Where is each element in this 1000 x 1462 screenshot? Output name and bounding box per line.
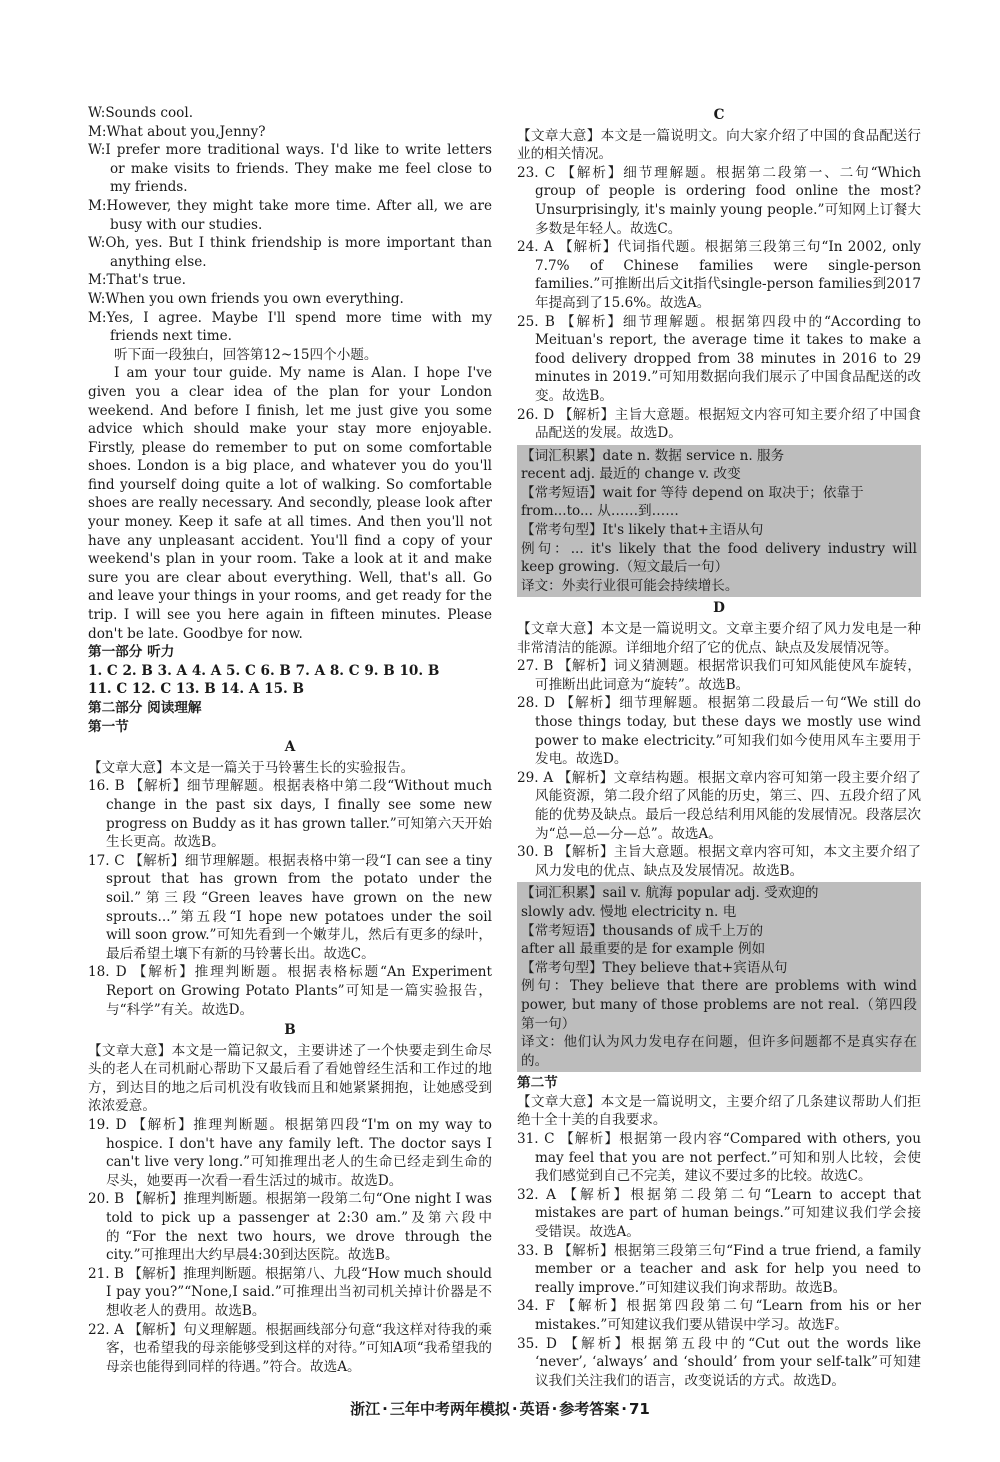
answer-item: 21. B 【解析】推理判断题。根据第八、九段“How much should I pay you?”“None,I said.”可推理出当初司机关掉计价器是不想收老人的费用。故选B。 xyxy=(88,1265,492,1319)
box-line: 【常考句型】They believe that+宾语从句 xyxy=(521,959,788,976)
answer-item: 33. B 【解析】根据第三段第三句“Find a true friend, a family member or a teacher and ask for help you need to really improve.”可知建议我们询求帮助。故选B。 xyxy=(517,1242,921,1296)
box-line: recent adj. 最近的 change v. 改变 xyxy=(521,466,741,483)
section2-title: 第二节 xyxy=(517,1075,558,1092)
part2-title: 第二部分 阅读理解 xyxy=(88,700,202,716)
section2-summary: 【文章大意】本文是一篇说明文，主要介绍了几条建议帮助人们拒绝十全十美的自我要求。 xyxy=(517,1093,921,1129)
answer-item: 23. C 【解析】细节理解题。根据第二段第一、二句“Which group of people is ordering food online the most? Unsurprisingly, it's mainly young people.”可知网上订餐大多数是年轻人。故选C。 xyxy=(517,164,921,237)
answer-item: 29. A 【解析】文章结构题。根据文章内容可知第一段主要介绍了风能资源，第二段介绍了风能的历史，第三、四、五段介绍了风能的优势及缺点。最后一段总结利用风能的发展情况。段落层次为“总—总—分—总”。故选A。 xyxy=(517,769,921,842)
answer-item: 17. C 【解析】细节理解题。根据表格中第一段“I can see a tiny sprout that has grown from the potato under the soil.”第三段“Green leaves have grown on the new sprouts...”第五段“I hope new potatoes under the soil will soon grow.”可知先看到一个嫩芽儿，然后有更多的绿叶，最后希望土壤下有新的马铃薯长出。故选C。 xyxy=(88,852,492,962)
dialogue-line: W:I prefer more traditional ways. I'd like to write letters or make visits to friends. They make me feel close to my friends. xyxy=(88,142,492,196)
page-number: 71 xyxy=(629,1400,650,1418)
vocabulary-box-c xyxy=(517,445,921,598)
right-column xyxy=(517,104,921,1390)
box-line: 译文：外卖行业很可能会持续增长。 xyxy=(521,577,739,594)
passage-c-label: C xyxy=(713,107,725,123)
answer-item: 32. A 【解析】根据第二段第二句“Learn to accept that mistakes are part of human beings.”可知建议我们学会接受错误。故选A。 xyxy=(517,1186,921,1241)
answer-item: 34. F 【解析】根据第四段第二句“Learn from his or her mistakes.”可知建议我们要从错误中学习。故选F。 xyxy=(517,1298,921,1333)
answer-item: 26. D 【解析】主旨大意题。根据短文内容可知主要介绍了中国食品配送的发展。故选D。 xyxy=(517,406,921,442)
dialogue-line: M:What about you,Jenny? xyxy=(88,123,266,140)
listening-answers-row2: 11. C 12. C 13. B 14. A 15. B xyxy=(88,681,305,698)
answer-item: 16. B 【解析】细节理解题。根据表格中第二段“Without much change in the past six days, I finally see some new progress on Buddy as it has grown taller.”可知第六天开始生长更高。故选B。 xyxy=(88,778,492,851)
left-column xyxy=(88,104,492,1376)
footer-series: 三年中考两年模拟 xyxy=(389,1400,510,1418)
listening-answers-row1: 1. C 2. B 3. A 4. A 5. C 6. B 7. A 8. C 9. B 10. B xyxy=(88,662,440,679)
listening-dialogue xyxy=(88,104,492,346)
vocabulary-box-d xyxy=(517,882,921,1072)
answer-item: 35. D 【解析】根据第五段中的“Cut out the words like ‘never’, ‘always’ and ‘should’ from your self-talk”可知建议我们关注我们的语言，改变说话的方式。故选D。 xyxy=(517,1335,921,1389)
box-line: 【词汇积累】sail v. 航海 popular adj. 受欢迎的 xyxy=(521,885,819,902)
passage-d-summary: 【文章大意】本文是一篇说明文。文章主要介绍了风力发电是一种非常清洁的能源。详细地介绍了它的优点、缺点及发展情况等。 xyxy=(517,621,921,656)
box-line: 译文：他们认为风力发电存在问题，但许多问题都不是真实存在的。 xyxy=(521,1034,917,1069)
footer-subject: 英语 xyxy=(519,1400,550,1418)
answer-item: 30. B 【解析】主旨大意题。根据文章内容可知，本文主要介绍了风力发电的优点、缺点及发展情况。故选B。 xyxy=(517,844,921,879)
answer-item: 19. D 【解析】推理判断题。根据第四段“I'm on my way to hospice. I don't have any family left. The doctor says I can't live very long.”可知推理出老人的生命已经走到生命的尽头，她要再一次看一看生活过的城市。故选D。 xyxy=(88,1117,492,1189)
passage-a-summary: 【文章大意】本文是一篇关于马铃薯生长的实验报告。 xyxy=(88,759,415,776)
answer-item: 31. C 【解析】根据第一段内容“Compared with others, you may feel that you are not perfect.”可知和别人比较，会使我们感觉到自己不完美，建议不要过多的比较。故选C。 xyxy=(517,1131,921,1185)
answer-item: 28. D 【解析】细节理解题。根据第二段最后一句“We still do those things today, but these days we mostly use wind power to make electricity.”可知我们如今使用风车主要用于发电。故选D。 xyxy=(517,695,921,768)
dialogue-line: W:Oh, yes. But I think friendship is more important than anything else. xyxy=(88,235,492,270)
section1-title: 第一节 xyxy=(88,718,129,735)
box-line: after all 最重要的是 for example 例如 xyxy=(521,941,766,958)
passage-d-label: D xyxy=(713,600,725,617)
footer-kind: 参考答案 xyxy=(559,1400,620,1418)
passage-b-summary: 【文章大意】本文是一篇记叙文，主要讲述了一个快要走到生命尽头的老人在司机耐心帮助下又最后看了看她曾经生活和工作过的地方，到达目的地之后司机没有收钱而且和她紧紧拥抱，让她感受到浓浓爱意。 xyxy=(88,1042,492,1115)
answer-item: 22. A 【解析】句义理解题。根据画线部分句意“我这样对待我的乘客，也希望我的母亲能够受到这样的对待。”可知A项“我希望我的母亲也能得到同样的待遇。”符合。故选A。 xyxy=(88,1321,492,1375)
box-line: 例句：They believe that there are problems with wind power, but many of those problems are not real.（第四段第一句） xyxy=(521,978,917,1032)
page-footer: 浙江 · 三年中考两年模拟 · 英语 · 参考答案 · 71 xyxy=(350,1400,650,1418)
box-line: 【常考句型】It's likely that+主语从句 xyxy=(521,522,764,539)
footer-region: 浙江 xyxy=(350,1400,381,1418)
monologue-intro: 听下面一段独白，回答第12~15四个小题。 xyxy=(114,346,378,363)
answer-item: 18. D 【解析】推理判断题。根据表格标题“An Experiment Report on Growing Potato Plants”可知是一篇实验报告，与“科学”有关。故选D。 xyxy=(88,964,492,1018)
dialogue-line: W:Sounds cool. xyxy=(88,105,194,121)
answer-item: 27. B 【解析】词义猜测题。根据常识我们可知风能使风车旋转，可推断出此词意为“旋转”。故选B。 xyxy=(517,658,921,693)
passage-c-summary: 【文章大意】本文是一篇说明文。向大家介绍了中国的食品配送行业的相关情况。 xyxy=(517,127,921,163)
part1-title: 第一部分 听力 xyxy=(88,644,175,661)
box-line: slowly adv. 慢地 electricity n. 电 xyxy=(521,903,737,920)
box-line: 例句：... it's likely that the food delivery industry will keep growing.（短文最后一句） xyxy=(521,540,917,576)
monologue-text: I am your tour guide. My name is Alan. I hope I've given you a clear idea of the plan for your London weekend. And before I finish, let me just give you some advice which should make your stay more enjoyable. Firstly, please do remember to put on some comfortable shoes. London is a big place, and whatever you do you'll find yourself doing quite a lot of walking. So comfortable shoes are really necessary. And secondly, please look after your money. Keep it safe at all times. And then you'll not have any unpleasant accident. You'll find a copy of your weekend's plan in your room. Take a look at it and make sure you are clear about everything. Well, that's all. Go and leave your things in your rooms, and get ready for the trip. I will see you here again in fifteen minutes. Please don't be late. Goodbye for now. xyxy=(88,365,492,642)
dialogue-line: M:Yes, I agree. Maybe I'll spend more time with my friends next time. xyxy=(88,309,492,345)
answer-item: 20. B 【解析】推理判断题。根据第一段第二句“One night I was told to pick up a passenger at 2:30 am.”及第六段中的“For the next two hours, we drove through the city.”可推理出大约早晨4:30到达医院。故选B。 xyxy=(88,1191,492,1264)
dialogue-line: M:That's true. xyxy=(88,272,187,289)
dialogue-line: W:When you own friends you own everything. xyxy=(88,290,404,307)
box-line: 【常考短语】thousands of 成千上万的 xyxy=(521,922,764,939)
dialogue-line: M:However, they might take more time. After all, we are busy with our studies. xyxy=(88,197,492,233)
passage-a-label: A xyxy=(284,739,296,756)
box-line: from...to... 从……到…… xyxy=(521,503,679,520)
passage-b-label: B xyxy=(284,1022,296,1039)
box-line: 【词汇积累】date n. 数据 service n. 服务 xyxy=(521,447,785,464)
answer-item: 24. A 【解析】代词指代题。根据第三段第三句“In 2002, only 7.7% of Chinese families were single-person families.”可推断出后文it指代single-person families到2017年提高到了15.6%。故选A。 xyxy=(517,239,921,311)
answer-item: 25. B 【解析】细节理解题。根据第四段中的“According to Meituan's report, the average time it takes to make a food delivery dropped from 38 minutes in 2016 to 29 minutes in 2019.”可知用数据向我们展示了中国食品配送的改变。故选B。 xyxy=(517,313,921,404)
box-line: 【常考短语】wait for 等待 depend on 取决于；依靠于 xyxy=(521,484,864,501)
